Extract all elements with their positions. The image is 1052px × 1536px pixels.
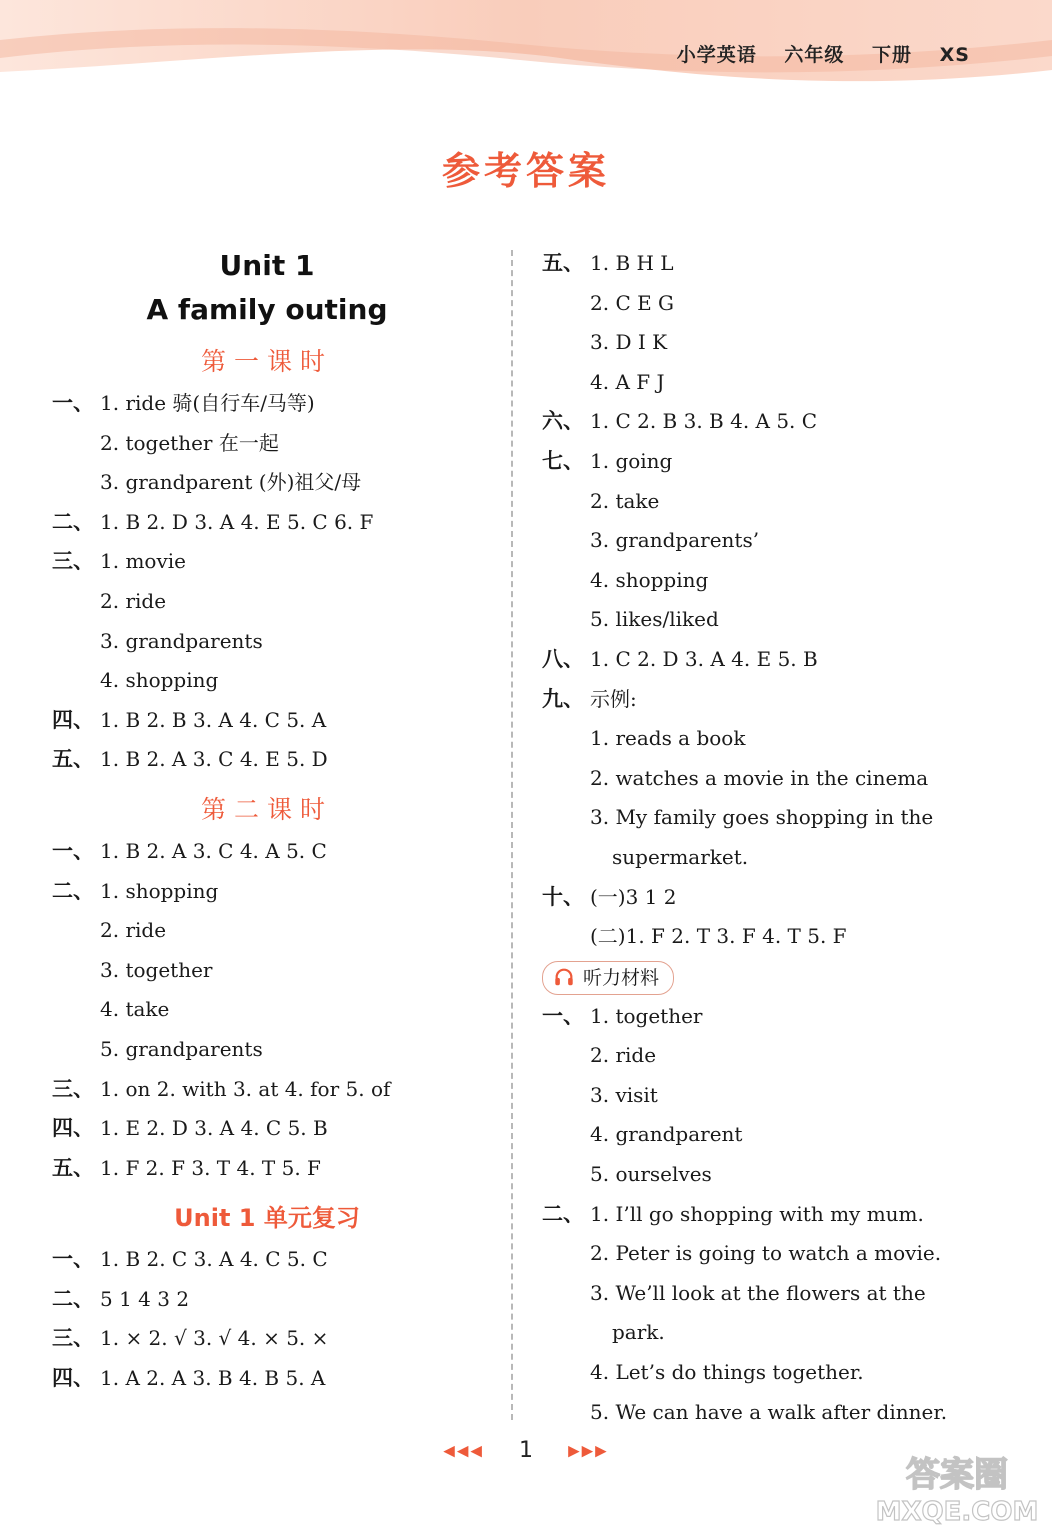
unit-title: Unit 1	[219, 249, 315, 282]
answer-row	[542, 719, 982, 759]
answer-row	[52, 832, 482, 872]
answer-text: 5. likes/liked	[590, 607, 719, 632]
answer-text: 1. ride 骑(自行车/马等)	[100, 391, 315, 415]
answer-row	[52, 1149, 482, 1189]
answer-row	[542, 1353, 982, 1393]
answer-row	[542, 1036, 982, 1076]
question-number: 一、	[52, 391, 94, 415]
answer-text: 3. D I K	[590, 330, 668, 355]
answer-text: 5 1 4 3 2	[100, 1286, 190, 1311]
answer-row	[542, 1155, 982, 1195]
answer-row	[542, 680, 982, 720]
answer-text: 1. B H L	[590, 251, 674, 275]
answer-text: 3. grandparents’	[590, 528, 760, 553]
answer-text: 1. F 2. F 3. T 4. T 5. F	[100, 1155, 321, 1180]
answer-text: (一)3 1 2	[590, 884, 677, 909]
question-number: 四、	[52, 1116, 94, 1141]
answer-text: 2. ride	[100, 588, 167, 613]
answer-row	[52, 740, 482, 780]
answer-text: 示例:	[590, 686, 637, 711]
header-grade: 六年级	[784, 44, 845, 66]
page-number: 1	[519, 1438, 533, 1463]
answer-row	[52, 1280, 482, 1320]
answer-row	[542, 878, 982, 918]
prev-arrows-icon: ◀◀◀	[443, 1441, 484, 1460]
question-number: 四、	[52, 707, 94, 732]
answer-text: 1. B 2. A 3. C 4. A 5. C	[100, 838, 327, 863]
question-number: 二、	[52, 878, 94, 903]
watermark-logo-text: 答案圈	[906, 1455, 1008, 1495]
unit-subtitle: A family outing	[146, 293, 388, 326]
question-number: 十、	[542, 884, 584, 909]
answer-text: 1. E 2. D 3. A 4. C 5. B	[100, 1116, 328, 1141]
site-watermark	[872, 1448, 1042, 1528]
question-number: 二、	[52, 1286, 94, 1311]
page-title: 参考答案	[441, 149, 610, 193]
answer-row	[52, 424, 482, 464]
question-number: 一、	[542, 1003, 584, 1028]
question-number: 八、	[542, 646, 584, 671]
header-edition: XS	[939, 44, 970, 66]
answer-row	[52, 661, 482, 701]
listening-material-answers	[542, 997, 982, 1433]
answer-text: 3. together	[100, 957, 213, 982]
question-number: 三、	[52, 1326, 94, 1351]
answer-row	[52, 1070, 482, 1110]
question-number: 九、	[542, 686, 584, 711]
answer-row	[52, 503, 482, 543]
answer-row	[542, 917, 982, 957]
answer-text: 1. B 2. B 3. A 4. C 5. A	[100, 707, 327, 732]
question-number: 五、	[52, 1155, 94, 1180]
unit-review-heading: Unit 1 单元复习	[174, 1204, 360, 1233]
answer-text: 4. shopping	[100, 668, 219, 693]
question-number: 五、	[52, 747, 94, 772]
answer-text: 1. C 2. B 3. B 4. A 5. C	[590, 409, 818, 434]
answer-text: 2. ride	[100, 918, 167, 943]
continued-answers	[542, 244, 982, 957]
answer-text: 2. together 在一起	[100, 430, 279, 455]
answer-text: 5. grandparents	[100, 1036, 263, 1061]
watermark-domain: MXQE.COM	[875, 1497, 1039, 1527]
answer-row	[52, 622, 482, 662]
answer-row	[52, 384, 482, 424]
answer-text: (二)1. F 2. T 3. F 4. T 5. F	[590, 924, 847, 949]
answer-text: 1. going	[590, 448, 673, 473]
answer-text: 2. Peter is going to watch a movie.	[590, 1241, 942, 1266]
answer-text: 3. visit	[590, 1082, 658, 1107]
lesson-2-heading: 第二课时	[200, 794, 333, 824]
answer-row	[542, 759, 982, 799]
answer-row	[542, 323, 982, 363]
answer-row	[52, 1030, 482, 1070]
answer-row	[52, 701, 482, 741]
right-column	[542, 244, 982, 1432]
answer-text: 1. × 2. √ 3. √ 4. × 5. ×	[100, 1326, 329, 1351]
answer-row	[542, 997, 982, 1037]
headphones-icon	[553, 966, 575, 988]
answer-text: 3. We’ll look at the flowers at the	[590, 1280, 926, 1305]
answer-text: 5. We can have a walk after dinner.	[590, 1399, 948, 1424]
question-number: 三、	[52, 1076, 94, 1101]
answer-row	[542, 640, 982, 680]
answer-row	[542, 600, 982, 640]
header-term: 下册	[872, 44, 913, 66]
answer-row	[542, 402, 982, 442]
answer-row	[52, 463, 482, 503]
question-number: 四、	[52, 1366, 94, 1391]
question-number: 二、	[52, 509, 94, 534]
answer-row	[542, 284, 982, 324]
answer-text: 3. My family goes shopping in the	[590, 805, 934, 830]
listening-material-label: 听力材料	[583, 966, 660, 989]
answer-text: 4. A F J	[590, 369, 665, 394]
listening-material-tag	[542, 961, 674, 995]
answer-text: 1. C 2. D 3. A 4. E 5. B	[590, 646, 818, 671]
question-number: 一、	[52, 1247, 94, 1272]
answer-row	[542, 244, 982, 284]
answer-row	[542, 798, 982, 838]
answer-text: 1. B 2. A 3. C 4. E 5. D	[100, 747, 328, 772]
answer-text: 5. ourselves	[590, 1162, 712, 1187]
answer-text: supermarket.	[612, 844, 749, 869]
answer-row	[542, 1274, 982, 1314]
answer-row	[52, 911, 482, 951]
answer-row	[542, 1115, 982, 1155]
answer-text: 3. grandparents	[100, 628, 263, 653]
answer-text: 2. ride	[590, 1043, 657, 1068]
answer-row	[542, 1393, 982, 1433]
header-book-info	[657, 40, 970, 67]
answer-row	[542, 482, 982, 522]
answer-text: 1. I’ll go shopping with my mum.	[590, 1201, 924, 1226]
next-arrows-icon: ▶▶▶	[568, 1441, 609, 1460]
answer-text: 2. watches a movie in the cinema	[590, 765, 929, 790]
answer-row	[52, 542, 482, 582]
answer-text: 1. B 2. C 3. A 4. C 5. C	[100, 1247, 328, 1272]
unit-review-answers	[52, 1240, 482, 1398]
answer-row	[52, 1359, 482, 1399]
answer-row	[542, 521, 982, 561]
answer-row	[542, 1234, 982, 1274]
answer-text: 1. shopping	[100, 878, 219, 903]
answer-row	[542, 363, 982, 403]
answer-text: 2. take	[590, 488, 660, 513]
question-number: 五、	[542, 251, 584, 275]
answer-row	[52, 1319, 482, 1359]
answer-row	[52, 582, 482, 622]
answer-text: 3. grandparent (外)祖父/母	[100, 470, 362, 495]
answer-text: 1. on 2. with 3. at 4. for 5. of	[100, 1076, 391, 1101]
answer-text: park.	[612, 1320, 665, 1345]
left-column	[52, 244, 482, 1399]
answer-row	[52, 951, 482, 991]
answer-text: 4. Let’s do things together.	[590, 1360, 864, 1385]
question-number: 一、	[52, 838, 94, 863]
question-number: 六、	[542, 409, 584, 434]
answer-text: 2. C E G	[590, 290, 675, 315]
answer-row	[542, 1313, 982, 1353]
answer-text: 1. reads a book	[590, 726, 746, 751]
answer-row	[542, 1195, 982, 1235]
column-divider	[511, 250, 513, 1420]
answer-row	[542, 1076, 982, 1116]
answer-row	[542, 442, 982, 482]
answer-row	[52, 1109, 482, 1149]
question-number: 三、	[52, 549, 94, 574]
question-number: 二、	[542, 1201, 584, 1226]
answer-row	[52, 872, 482, 912]
answer-text: 1. movie	[100, 549, 186, 574]
answer-row	[542, 561, 982, 601]
lesson-2-answers	[52, 832, 482, 1188]
lesson-1-answers	[52, 384, 482, 780]
answer-text: 1. B 2. D 3. A 4. E 5. C 6. F	[100, 509, 374, 534]
answer-row	[52, 1240, 482, 1280]
answer-text: 4. shopping	[590, 567, 709, 592]
answer-row	[52, 990, 482, 1030]
answer-text: 4. grandparent	[590, 1122, 743, 1147]
lesson-1-heading: 第一课时	[200, 347, 333, 376]
answer-text: 1. together	[590, 1003, 703, 1028]
answer-text: 4. take	[100, 997, 170, 1022]
header-subject: 小学英语	[676, 44, 757, 66]
answer-text: 1. A 2. A 3. B 4. B 5. A	[100, 1366, 326, 1391]
question-number: 七、	[542, 448, 584, 473]
answer-row	[542, 838, 982, 878]
